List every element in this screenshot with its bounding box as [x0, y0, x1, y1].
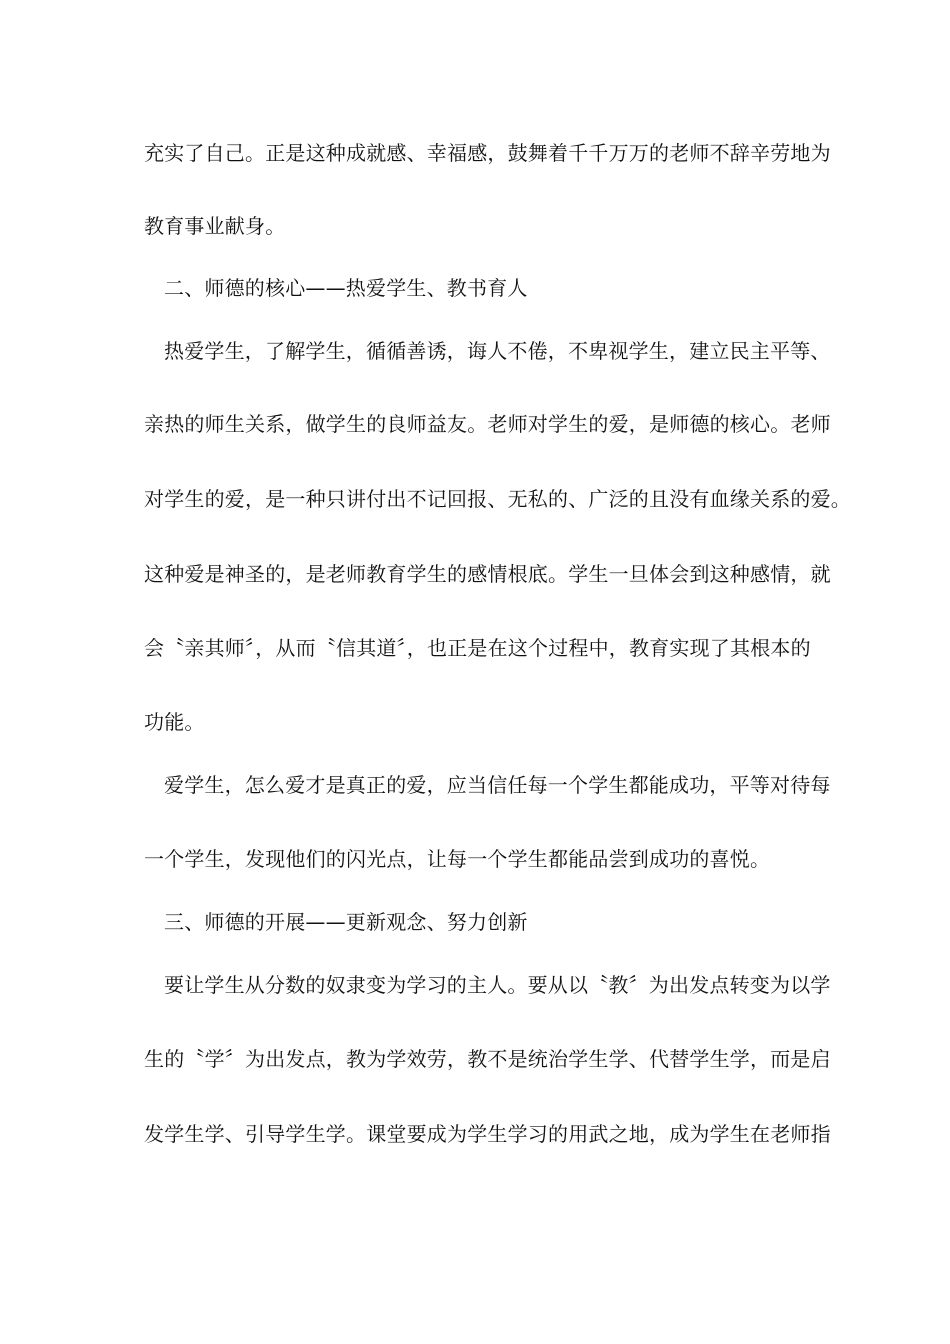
body-text-line: 对学生的爱，是一种只讲付出不记回报、无私的、广泛的且没有血缘关系的爱。 [144, 487, 851, 511]
body-text-line: 要让学生从分数的奴隶变为学习的主人。要从以〝教〞为出发点转变为以学 [164, 973, 831, 997]
body-text-line: 功能。 [144, 710, 205, 734]
section-heading: 二、师德的核心——热爱学生、教书育人 [164, 276, 528, 300]
body-text-line: 教育事业献身。 [144, 214, 286, 238]
body-text-line: 这种爱是神圣的，是老师教育学生的感情根底。学生一旦体会到这种感情，就 [144, 562, 831, 586]
body-text-line: 充实了自己。正是这种成就感、幸福感，鼓舞着千千万万的老师不辞辛劳地为 [144, 141, 831, 165]
body-text-line: 会〝亲其师〞，从而〝信其道〞，也正是在这个过程中，教育实现了其根本的 [144, 636, 811, 660]
section-heading: 三、师德的开展——更新观念、努力创新 [164, 910, 528, 934]
body-text-line: 热爱学生，了解学生，循循善诱，诲人不倦，不卑视学生，建立民主平等、 [164, 339, 831, 363]
body-text-line: 一个学生，发现他们的闪光点，让每一个学生都能品尝到成功的喜悦。 [144, 847, 771, 871]
body-text-line: 亲热的师生关系，做学生的良师益友。老师对学生的爱，是师德的核心。老师 [144, 412, 831, 436]
body-text-line: 爱学生，怎么爱才是真正的爱，应当信任每一个学生都能成功，平等对待每 [164, 773, 831, 797]
body-text-line: 发学生学、引导学生学。课堂要成为学生学习的用武之地，成为学生在老师指 [144, 1122, 831, 1146]
body-text-line: 生的〝学〞为出发点，教为学效劳，教不是统治学生学、代替学生学，而是启 [144, 1047, 831, 1071]
